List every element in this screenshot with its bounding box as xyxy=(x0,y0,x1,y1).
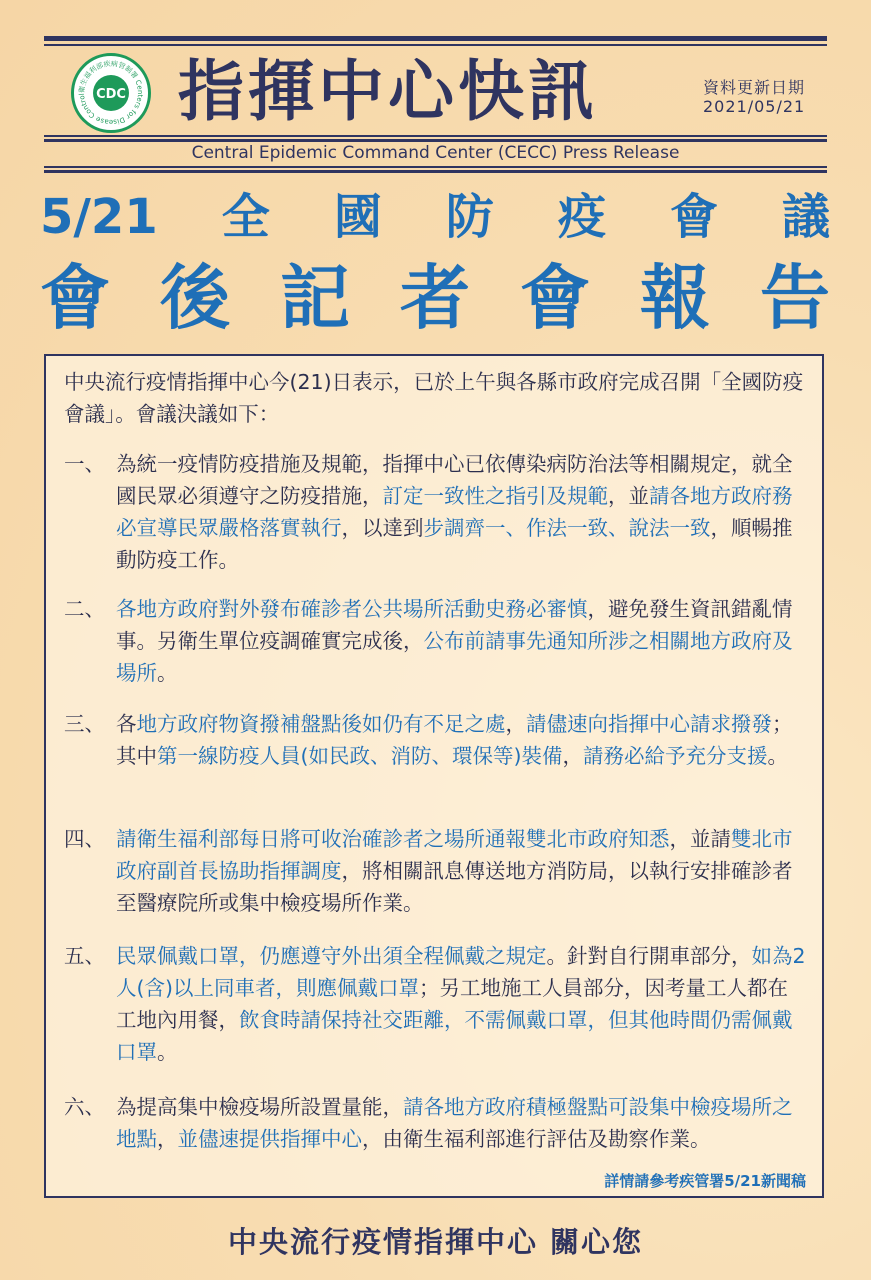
highlighted-text: 地方政府物資撥補盤點後如仍有不足之處 xyxy=(136,712,506,736)
highlighted-text: 請務必給予充分支援 xyxy=(583,744,768,768)
highlighted-text: 請儘速向指揮中心請求撥發 xyxy=(526,712,772,736)
resolution-item xyxy=(64,708,808,772)
page-subtitle: Central Epidemic Command Center (CECC) Press Release xyxy=(191,143,680,163)
body-text: ，避免發生資訊錯亂情事。另衛生單位疫調確實完成後， xyxy=(116,597,793,653)
highlighted-text: 公布前請事先通知所涉之相關地方政府及場所 xyxy=(116,629,793,685)
body-text: ，順暢推動防疫工作。 xyxy=(116,516,793,572)
body-text: 。針對自行開車部分， xyxy=(546,944,752,968)
resolution-item xyxy=(64,1091,808,1155)
resolution-item xyxy=(64,448,808,576)
item-text xyxy=(116,1091,808,1155)
body-text: 為統一疫情防疫措施及規範，指揮中心已依傳染病防治法等相關規定，就全國民眾必須遵守之防疫措施， xyxy=(116,452,793,508)
item-text xyxy=(116,593,808,689)
sub-rule-thin xyxy=(44,166,827,168)
body-text: ，並請 xyxy=(669,827,731,851)
item-number: 四、 xyxy=(64,827,105,851)
highlighted-text: 飲食時請保持社交距離，不需佩戴口罩，但其他時間仍需佩戴口罩 xyxy=(116,1008,793,1064)
item-number: 二、 xyxy=(64,597,105,621)
page-title: 指揮中心快訊 xyxy=(178,53,598,130)
item-number: 一、 xyxy=(64,452,105,476)
resolution-item xyxy=(64,823,808,919)
top-rule-thick xyxy=(44,36,827,41)
highlighted-text: 各地方政府對外發布確診者公共場所活動史務必審慎 xyxy=(116,597,588,621)
body-text: 。 xyxy=(157,1040,178,1064)
body-text: 。 xyxy=(157,661,178,685)
body-text: ，將相關訊息傳送地方消防局，以執行安排確診者至醫療院所或集中檢疫場所作業。 xyxy=(116,859,793,915)
sub-rule-thick xyxy=(44,170,827,173)
highlighted-text: 請各地方政府務必宣導民眾嚴格落實執行 xyxy=(116,484,793,540)
body-text: 為提高集中檢疫場所設置量能， xyxy=(116,1095,403,1119)
body-text: ， xyxy=(157,1127,178,1151)
body-text: ，由衛生福利部進行評估及勘察作業。 xyxy=(362,1127,711,1151)
body-text: ；其中 xyxy=(116,712,793,768)
highlighted-text: 如為2人(含)以上同車者，則應佩戴口罩 xyxy=(116,944,806,1000)
intro-paragraph: 中央流行疫情指揮中心今(21)日表示，已於上午與各縣市政府完成召開「全國防疫會議」。會議決議如下： xyxy=(64,370,804,426)
logo-ring-text: 衛生福利部疾病管制署 Centers for Disease Control xyxy=(77,59,145,127)
item-number: 三、 xyxy=(64,712,105,736)
item-number: 五、 xyxy=(64,944,105,968)
body-text: ；另工地施工人員部分，因考量工人都在工地內用餐， xyxy=(116,976,788,1032)
press-release-note: 詳情請參考疾管署5/21新聞稿 xyxy=(604,1172,806,1190)
headline-line-1: 5/21全國防疫會議 xyxy=(40,189,830,245)
body-text: 。 xyxy=(767,744,788,768)
cdc-logo xyxy=(71,53,151,133)
highlighted-text: 第一線防疫人員(如民政、消防、環保等)裝備 xyxy=(157,744,563,768)
highlighted-text: 請衛生福利部每日將可收治確診者之場所通報雙北市政府知悉 xyxy=(116,827,670,851)
item-text xyxy=(116,823,808,919)
item-text xyxy=(116,448,808,576)
body-text: ， xyxy=(562,744,583,768)
item-number: 六、 xyxy=(64,1095,105,1119)
body-text: 各 xyxy=(116,712,137,736)
resolution-item xyxy=(64,593,808,689)
body-text: ，以達到 xyxy=(341,516,424,540)
item-text xyxy=(116,708,808,772)
highlighted-text: 請各地方政府積極盤點可設集中檢疫場所之地點 xyxy=(116,1095,793,1151)
highlighted-text: 步調齊一、作法一致、說法一致 xyxy=(423,516,711,540)
body-text: ，並 xyxy=(608,484,649,508)
body-text: ， xyxy=(505,712,526,736)
update-date-label: 資料更新日期 xyxy=(703,78,806,97)
footer-slogan: 中央流行疫情指揮中心 關心您 xyxy=(227,1225,644,1259)
headline-line-2: 會後記者會報告 xyxy=(40,257,830,339)
item-text xyxy=(116,940,808,1068)
highlighted-text: 訂定一致性之指引及規範 xyxy=(382,484,608,508)
update-date-value: 2021/05/21 xyxy=(703,97,806,116)
highlighted-text: 並儘速提供指揮中心 xyxy=(177,1127,362,1151)
logo-mark-text: CDC xyxy=(96,87,126,102)
highlighted-text: 雙北市政府副首長協助指揮調度 xyxy=(116,827,793,883)
cdc-logo-mark xyxy=(74,56,148,130)
resolution-item xyxy=(64,940,808,1068)
highlighted-text: 民眾佩戴口罩，仍應遵守外出須全程佩戴之規定 xyxy=(116,944,547,968)
